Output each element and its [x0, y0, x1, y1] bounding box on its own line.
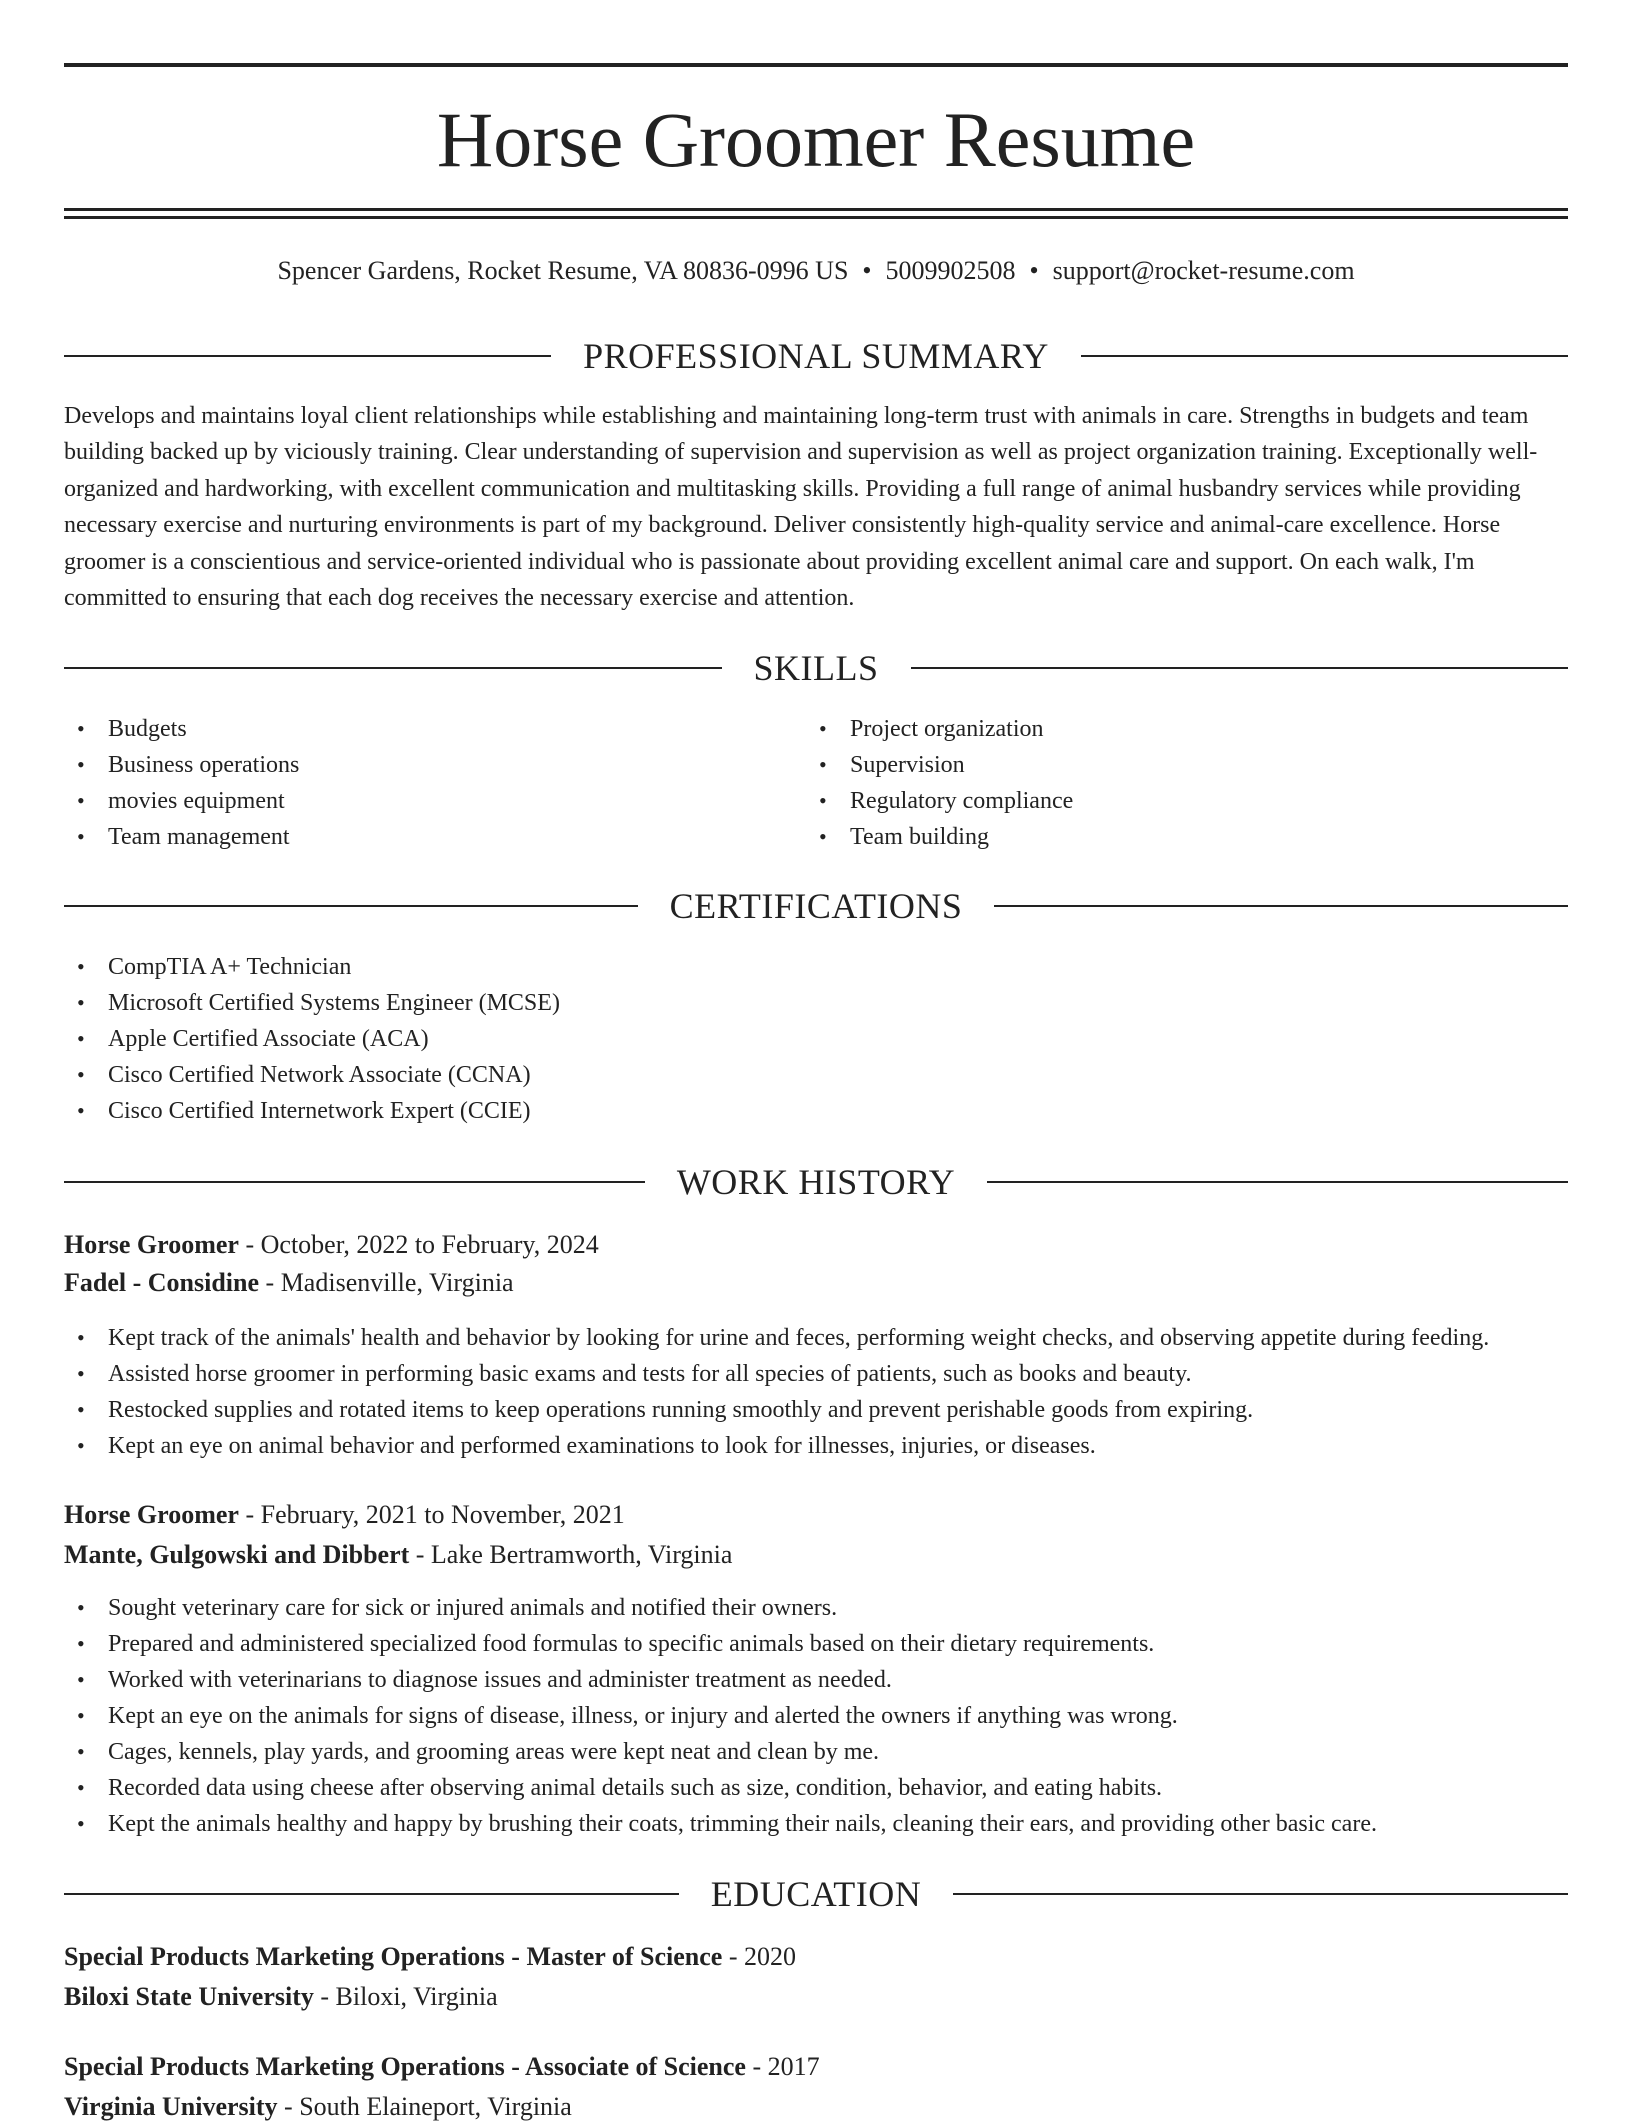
- skill-item: • Project organization: [806, 711, 1406, 747]
- job-bullet: • Sought veterinary care for sick or injured animals and notified their owners.: [64, 1590, 1568, 1626]
- job-company-line: [64, 1264, 514, 1302]
- heading-rule: [1081, 355, 1568, 357]
- job-bullet: • Kept the animals healthy and happy by brushing their coats, trimming their nails, cleaning their ears, and providing other basic care.: [64, 1806, 1568, 1842]
- degree-name: Special Products Marketing Operations - Master of Science: [64, 1942, 723, 1971]
- title-double-rule: [64, 208, 1568, 219]
- job-title: Horse Groomer: [64, 1500, 239, 1529]
- heading-rule: [64, 905, 638, 907]
- contact-email[interactable]: support@rocket-resume.com: [1052, 256, 1355, 285]
- degree-line: [64, 2048, 820, 2086]
- heading-rule: [953, 1893, 1568, 1895]
- skill-item: • Supervision: [806, 747, 1406, 783]
- job-bullet: • Restocked supplies and rotated items to keep operations running smoothly and prevent perishable goods from expiring.: [64, 1392, 1568, 1428]
- education-heading: EDUCATION: [710, 1874, 922, 1914]
- job-company: Mante, Gulgowski and Dibbert: [64, 1540, 410, 1569]
- section-heading: [64, 884, 1568, 928]
- work-history-heading: WORK HISTORY: [676, 1162, 956, 1202]
- certification-item: • Cisco Certified Network Associate (CCNA): [64, 1057, 1568, 1093]
- job-bullet: • Assisted horse groomer in performing basic exams and tests for all species of patients, such as books and beauty.: [64, 1356, 1568, 1392]
- school-location: - South Elaineport, Virginia: [277, 2092, 572, 2121]
- heading-rule: [64, 1893, 679, 1895]
- resume-title: Horse Groomer Resume: [436, 96, 1196, 183]
- skill-item: • Regulatory compliance: [806, 783, 1406, 819]
- section-heading: [64, 1160, 1568, 1204]
- skill-item: • Budgets: [64, 711, 664, 747]
- job-bullet: • Kept an eye on animal behavior and performed examinations to look for illnesses, injuries, or diseases.: [64, 1428, 1568, 1464]
- certification-item: • Microsoft Certified Systems Engineer (MCSE): [64, 985, 1568, 1021]
- degree-year: - 2020: [722, 1942, 796, 1971]
- heading-rule: [64, 355, 551, 357]
- job-bullet: • Prepared and administered specialized food formulas to specific animals based on their dietary requirements.: [64, 1626, 1568, 1662]
- job-dates: - February, 2021 to November, 2021: [238, 1500, 625, 1529]
- heading-rule: [911, 667, 1569, 669]
- contact-separator: •: [1029, 256, 1039, 285]
- degree-name: Special Products Marketing Operations - Associate of Science: [64, 2052, 746, 2081]
- job-location: - Madisenville, Virginia: [259, 1268, 514, 1297]
- skill-item: • movies equipment: [64, 783, 664, 819]
- heading-rule: [987, 1181, 1568, 1183]
- job-title-line: [64, 1226, 599, 1264]
- skills-heading: SKILLS: [753, 648, 879, 688]
- job-title-line: [64, 1496, 625, 1534]
- job-bullet: • Cages, kennels, play yards, and grooming areas were kept neat and clean by me.: [64, 1734, 1568, 1770]
- heading-rule: [994, 905, 1568, 907]
- job-bullet: • Recorded data using cheese after observing animal details such as size, condition, behavior, and eating habits.: [64, 1770, 1568, 1806]
- skill-item: • Business operations: [64, 747, 664, 783]
- job-company-line: [64, 1536, 732, 1574]
- job-bullets: [64, 1320, 1568, 1464]
- certification-item: • Cisco Certified Internetwork Expert (CCIE): [64, 1093, 1568, 1129]
- job-location: - Lake Bertramworth, Virginia: [409, 1540, 733, 1569]
- job-company: Fadel - Considine: [64, 1268, 260, 1297]
- contact-phone[interactable]: 5009902508: [885, 256, 1016, 285]
- school-name: Biloxi State University: [64, 1982, 314, 2011]
- certifications-list: [64, 949, 1568, 1129]
- degree-year: - 2017: [745, 2052, 820, 2081]
- skills-list-right: [806, 711, 1406, 855]
- job-dates: - October, 2022 to February, 2024: [238, 1230, 599, 1259]
- job-bullets: [64, 1590, 1568, 1842]
- contact-line: [64, 254, 1568, 288]
- section-heading: [64, 1872, 1568, 1916]
- summary-text: Develops and maintains loyal client relationships while establishing and maintaining long-term trust with animals in care. Strengths in budgets and team building backed up by viciously training. Clear understanding of supervision and supervision as well as project organization training. Exceptionally well-organized and hardworking, with excellent communication and multitasking skills. Providing a full range of animal husbandry services while providing necessary exercise and nurturing environments is part of my background. Deliver consistently high-quality service and animal-care excellence. Horse groomer is a conscientious and service-oriented individual who is passionate about providing excellent animal care and support. On each walk, I'm committed to ensuring that each dog receives the necessary exercise and attention.: [64, 403, 1538, 612]
- certification-item: • CompTIA A+ Technician: [64, 949, 1568, 985]
- skills-list-left: [64, 711, 664, 855]
- summary-heading: PROFESSIONAL SUMMARY: [583, 336, 1049, 376]
- school-name: Virginia University: [64, 2092, 278, 2121]
- heading-rule: [64, 667, 722, 669]
- certifications-heading: CERTIFICATIONS: [669, 886, 963, 926]
- section-heading: [64, 646, 1568, 690]
- contact-separator: •: [862, 256, 872, 285]
- top-rule: [64, 63, 1568, 67]
- skill-item: • Team management: [64, 819, 664, 855]
- contact-address: Spencer Gardens, Rocket Resume, VA 80836-0996 US: [277, 256, 849, 285]
- school-line: [64, 2088, 572, 2126]
- job-bullet: • Kept an eye on the animals for signs of disease, illness, or injury and alerted the owners if anything was wrong.: [64, 1698, 1568, 1734]
- job-bullet: • Worked with veterinarians to diagnose issues and administer treatment as needed.: [64, 1662, 1568, 1698]
- certification-item: • Apple Certified Associate (ACA): [64, 1021, 1568, 1057]
- job-title: Horse Groomer: [64, 1230, 239, 1259]
- job-bullet: • Kept track of the animals' health and behavior by looking for urine and feces, performing weight checks, and observing appetite during feeding.: [64, 1320, 1568, 1356]
- school-line: [64, 1978, 498, 2016]
- skill-item: • Team building: [806, 819, 1406, 855]
- school-location: - Biloxi, Virginia: [313, 1982, 498, 2011]
- degree-line: [64, 1938, 796, 1976]
- section-heading: [64, 334, 1568, 378]
- heading-rule: [64, 1181, 645, 1183]
